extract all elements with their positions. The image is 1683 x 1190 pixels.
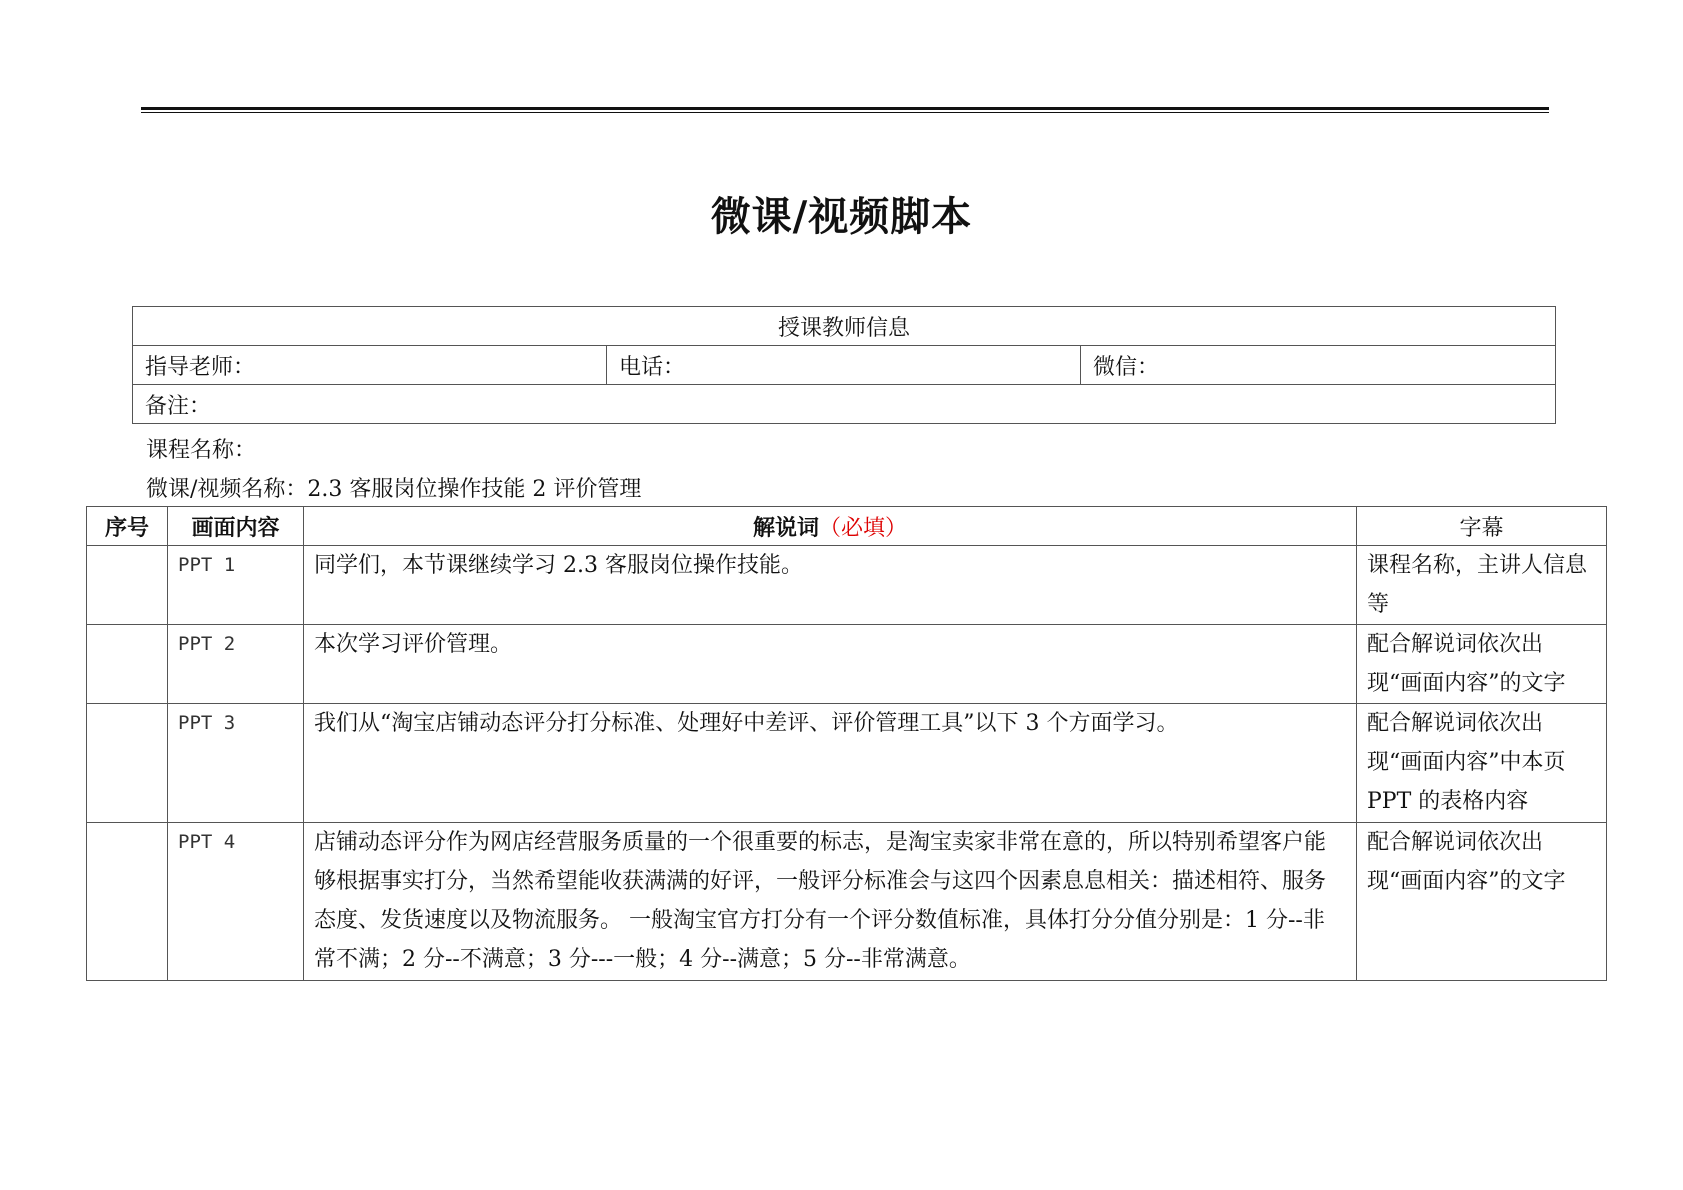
row-subtitle: 课程名称，主讲人信息等 (1357, 546, 1607, 625)
phone-field: 电话： (607, 346, 1081, 385)
header-screen: 画面内容 (168, 507, 304, 546)
row-narration: 我们从“淘宝店铺动态评分打分标准、处理好中差评、评价管理工具”以下 3 个方面学习。 (304, 704, 1357, 823)
table-row (87, 704, 1607, 823)
row-screen: PPT 4 (168, 823, 304, 981)
course-name-label: 课程名称： (146, 438, 257, 463)
row-screen: PPT 3 (168, 704, 304, 823)
header-narration-label: 解说词 (752, 514, 819, 541)
table-row (87, 546, 1607, 625)
table-row (87, 823, 1607, 981)
row-seq (87, 704, 168, 823)
row-subtitle: 配合解说词依次出现“画面内容”中本页 PPT 的表格内容 (1357, 704, 1607, 823)
teacher-info-heading: 授课教师信息 (133, 307, 1556, 346)
header-narration (304, 507, 1357, 546)
header-rule-thin (141, 112, 1549, 113)
table-row (87, 625, 1607, 704)
row-seq (87, 823, 168, 981)
header-seq: 序号 (87, 507, 168, 546)
teacher-info-table (132, 306, 1556, 424)
wechat-field: 微信： (1081, 346, 1556, 385)
page-title: 微课/视频脚本 (710, 193, 973, 240)
video-name-line: 微课/视频名称：2.3 客服岗位操作技能 2 评价管理 (146, 477, 642, 502)
header-subtitle: 字幕 (1357, 507, 1607, 546)
row-subtitle: 配合解说词依次出现“画面内容”的文字 (1357, 625, 1607, 704)
notes-field: 备注： (133, 385, 1556, 424)
header-rule (141, 107, 1549, 110)
table-header-row (87, 507, 1607, 546)
row-narration: 本次学习评价管理。 (304, 625, 1357, 704)
header-narration-required: （必填） (819, 515, 908, 541)
script-table (86, 506, 1607, 981)
row-screen: PPT 1 (168, 546, 304, 625)
row-screen: PPT 2 (168, 625, 304, 704)
instructor-field: 指导老师： (133, 346, 607, 385)
row-seq (87, 625, 168, 704)
row-narration: 同学们，本节课继续学习 2.3 客服岗位操作技能。 (304, 546, 1357, 625)
row-narration: 店铺动态评分作为网店经营服务质量的一个很重要的标志，是淘宝卖家非常在意的，所以特别希望客户能够根据事实打分，当然希望能收获满满的好评，一般评分标准会与这四个因素息息相关：描述相符、服务态度、发货速度以及物流服务。 一般淘宝官方打分有一个评分数值标准，具体打分分值分别是：1 分--非常不满；2 分--不满意；3 分---一般；4 分--满意；5 分--非常满意。 (304, 823, 1357, 981)
row-seq (87, 546, 168, 625)
row-subtitle: 配合解说词依次出现“画面内容”的文字 (1357, 823, 1607, 981)
